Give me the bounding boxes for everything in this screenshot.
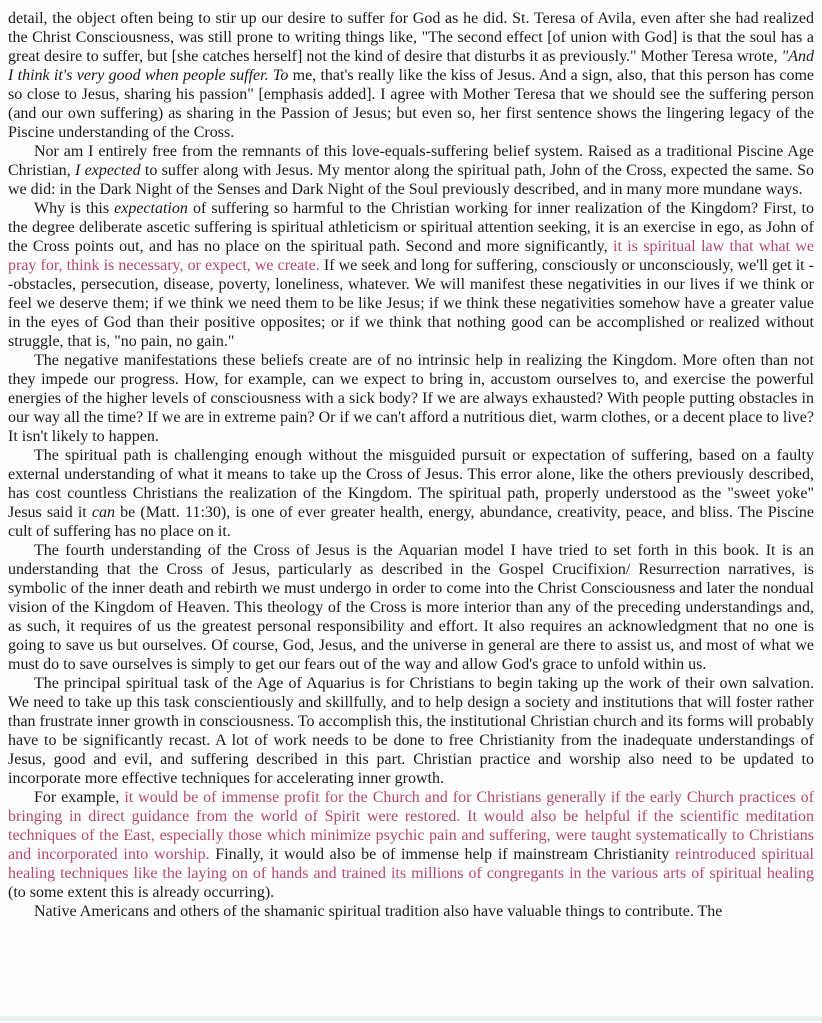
body-text: detail, the object often being to stir up our desire to suffer for God as he did. St. Teresa of Avila, even after she had realized the Christ Consciousness, was still prone to writing things like, "The second effect [of union with God] is that the soul has a great desire to suffer, but [she catches herself] not the kind of desire that disturbs it as previously." Mother Teresa wrote,	[8, 10, 814, 65]
body-text: The negative manifestations these beliefs create are of no intrinsic help in realizing the Kingdom. More often than not they impede our progress. How, for example, can we expect to bring in, accustom ourselves to, and exercise the powerful energies of the higher levels of consciousness with a sick body? If we are always exhausted? With people putting obstacles in our way all the time? If we are in extreme pain? Or if we can't afford a nutritious diet, warm clothes, or a decent place to live? It isn't likely to happen.	[8, 352, 814, 445]
paragraph	[8, 142, 814, 199]
paragraph	[8, 674, 814, 788]
paragraph	[8, 9, 814, 142]
italic-text: can	[91, 504, 115, 521]
body-text: The principal spiritual task of the Age of Aquarius is for Christians to begin taking up the work of their own salvation. We need to take up this task conscientiously and skillfully, and to help design a society and institutions that will foster rather than frustrate inner growth in consciousness. To accomplish this, the institutional Christian church and its forms will probably have to be significantly recast. A lot of work needs to be done to free Christianity from the inadequate understandings of Jesus, good and evil, and suffering described in this part. Christian practice and worship also need to be updated to incorporate more effective techniques for accelerating inner growth.	[8, 675, 815, 787]
body-text: be (Matt. 11:30), is one of ever greater health, energy, abundance, creativity, peace, and bliss. The Piscine cult of suffering has no place on it.	[8, 504, 814, 540]
paragraph	[8, 902, 814, 921]
paragraph	[8, 788, 814, 902]
highlighted-text: it would be of immense profit for the Church and for Christians generally if the early Church practices of bringing in direct guidance from the world of Spirit were restored. It would also be helpful if the scientific meditation techniques of the East, especially those which minimize psychic pain and suffering, were taught systematically to Christians and incorporated into worship.	[8, 789, 815, 863]
body-text: me, that's really like the kiss of Jesus. And a sign, also, that this person has come so close to Jesus, sharing his passion" [emphasis added]. I agree with Mother Teresa that we should see the suffering person (and our own suffering) as sharing in the Passion of Jesus; but even so, her first sentence shows the lingering legacy of the Piscine understanding of the Cross.	[8, 67, 815, 141]
body-text: For example,	[34, 789, 125, 806]
italic-text: expectation	[114, 200, 188, 217]
italic-text: I expected	[74, 162, 141, 179]
body-text: If we seek and long for suffering, consciously or unconsciously, we'll get it --obstacles, persecution, disease, poverty, loneliness, whatever. We will manifest these negativities in our lives if we think or feel we deserve them; if we think we need them to be like Jesus; if we think these negativities somehow have a greater value in the eyes of God than their positive opposites; or if we think that nothing good can be accomplished or realized without struggle, that is, "no pain, no gain."	[8, 257, 814, 350]
paragraph	[8, 446, 814, 541]
paragraph	[8, 199, 814, 351]
body-text: of suffering so harmful to the Christian working for inner realization of the Kingdom? First, to the degree deliberate ascetic suffering is spiritual athleticism or spiritual attention seeking, it is an exercise in ego, as John of the Cross points out, and has no place on the spiritual path. Second and more significantly,	[8, 200, 814, 255]
body-text: Finally, it would also be of immense help if mainstream Christianity	[209, 846, 675, 863]
highlighted-text: it is spiritual law that what we pray for, think is necessary, or expect, we create.	[8, 238, 815, 274]
body-text: (to some extent this is already occurring).	[8, 884, 275, 901]
body-text: to suffer along with Jesus. My mentor along the spiritual path, John of the Cross, expected the same. So we did: in the Dark Night of the Senses and Dark Night of the Soul previously described, and in many more mundane ways.	[8, 162, 815, 198]
italic-text: "And I think it's very good when people suffer. To	[8, 48, 814, 84]
scan-artifact-band	[0, 1016, 822, 1021]
body-text: Why is this	[34, 200, 115, 217]
body-text: The spiritual path is challenging enough without the misguided pursuit or expectation of suffering, based on a faulty external understanding of what it means to take up the Cross of Jesus. This error alone, like the others previously described, has cost countless Christians the realization of the Kingdom. The spiritual path, properly understood as the "sweet yoke" Jesus said it	[8, 447, 814, 521]
body-text: The fourth understanding of the Cross of Jesus is the Aquarian model I have tried to set forth in this book. It is an understanding that the Cross of Jesus, particularly as described in the Gospel Crucifixion/ Resurrection narratives, is symbolic of the inner death and rebirth we must undergo in order to come into the Christ Consciousness and later the nondual vision of the Kingdom of Heaven. This theology of the Cross is more interior than any of the preceding understandings and, as such, it requires of us the greatest personal responsibility and effort. It also requires an acknowledgment that no one is going to save us but ourselves. Of course, God, Jesus, and the universe in general are there to assist us, and most of what we must do to save ourselves is simply to get our fears out of the way and allow God's grace to unfold within us.	[8, 542, 814, 673]
highlighted-text: reintroduced spiritual healing techniques like the laying on of hands and trained its millions of congregants in the various arts of spiritual healing	[8, 846, 814, 882]
body-text: Native Americans and others of the shamanic spiritual tradition also have valuable things to contribute. The	[34, 903, 723, 920]
paragraph	[8, 351, 814, 446]
text-body	[8, 9, 814, 921]
paragraph	[8, 541, 814, 674]
body-text: Nor am I entirely free from the remnants of this love-equals-suffering belief system. Raised as a traditional Piscine Age Christian,	[8, 143, 814, 179]
